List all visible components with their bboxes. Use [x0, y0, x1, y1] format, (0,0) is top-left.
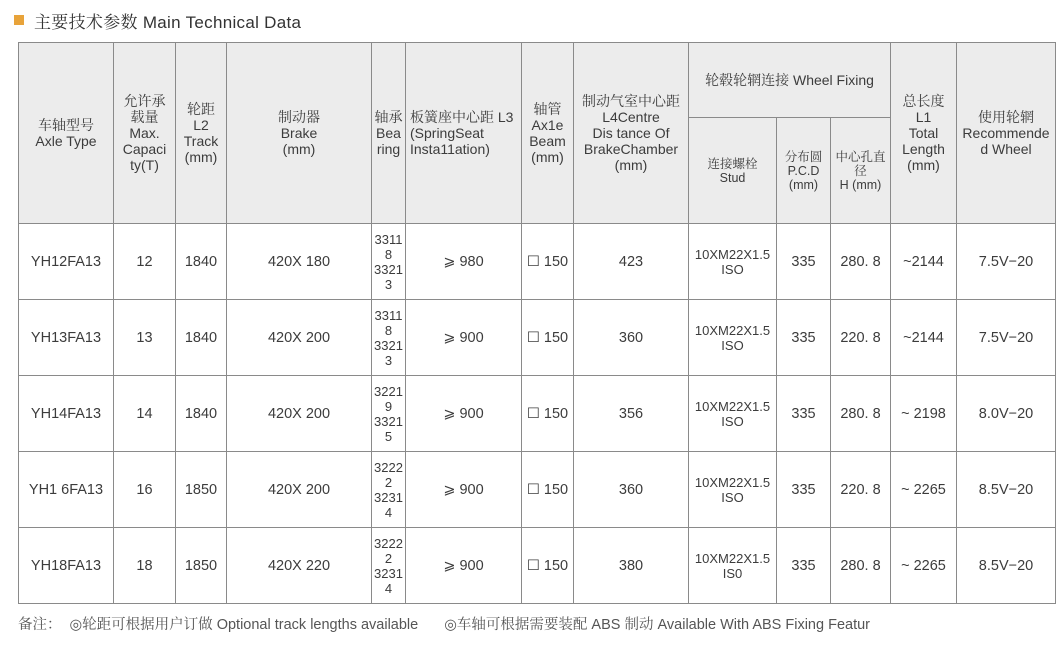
cell-total-length: ~2144 [891, 300, 957, 376]
cell-axle-beam: ☐ 150 [522, 528, 574, 604]
cell-brake-chamber: 380 [574, 528, 689, 604]
cell-brake: 420X 200 [227, 300, 372, 376]
cell-axle-beam: ☐ 150 [522, 452, 574, 528]
footnote-item-track: ◎轮距可根据用户订做 Optional track lengths available [69, 617, 419, 633]
header-spring-seat: 板簧座中心距 L3 (SpringSeat Insta11ation) [406, 43, 522, 224]
header-recommended-wheel: 使用轮辋 Recommende d Wheel [957, 43, 1056, 224]
cell-stud: 10XM22X1.5 ISO [689, 376, 777, 452]
cell-wheel: 8.5V−20 [957, 528, 1056, 604]
cell-total-length: ~ 2265 [891, 452, 957, 528]
cell-spring-seat: ⩾ 980 [406, 224, 522, 300]
cell-bearing: 32222 32314 [372, 452, 406, 528]
cell-brake: 420X 200 [227, 376, 372, 452]
cell-stud: 10XM22X1.5 IS0 [689, 528, 777, 604]
cell-track: 1840 [176, 300, 227, 376]
header-wheel-fixing: 轮毂轮辋连接 Wheel Fixing [689, 43, 891, 118]
cell-axle-type: YH13FA13 [19, 300, 114, 376]
cell-pcd: 335 [777, 376, 831, 452]
cell-wheel: 8.5V−20 [957, 452, 1056, 528]
cell-track: 1840 [176, 376, 227, 452]
table-row [19, 300, 1056, 376]
cell-brake: 420X 200 [227, 452, 372, 528]
cell-bearing: 32222 32314 [372, 528, 406, 604]
cell-center-hole: 280. 8 [831, 224, 891, 300]
header-total-length: 总长度 L1 Total Length (mm) [891, 43, 957, 224]
cell-axle-beam: ☐ 150 [522, 376, 574, 452]
cell-axle-type: YH18FA13 [19, 528, 114, 604]
cell-stud: 10XM22X1.5 ISO [689, 300, 777, 376]
section-title-bar [14, 6, 301, 34]
cell-total-length: ~2144 [891, 224, 957, 300]
header-stud: 连接螺栓 Stud [689, 118, 777, 224]
cell-capacity: 12 [114, 224, 176, 300]
header-brake-chamber: 制动气室中心距 L4Centre Dis tance Of BrakeChamber (mm) [574, 43, 689, 224]
cell-center-hole: 220. 8 [831, 452, 891, 528]
cell-pcd: 335 [777, 452, 831, 528]
cell-pcd: 335 [777, 528, 831, 604]
cell-stud: 10XM22X1.5 ISO [689, 224, 777, 300]
cell-center-hole: 220. 8 [831, 300, 891, 376]
cell-brake-chamber: 356 [574, 376, 689, 452]
cell-pcd: 335 [777, 300, 831, 376]
cell-total-length: ~ 2198 [891, 376, 957, 452]
cell-spring-seat: ⩾ 900 [406, 528, 522, 604]
header-brake: 制动器 Brake (mm) [227, 43, 372, 224]
cell-track: 1850 [176, 452, 227, 528]
cell-spring-seat: ⩾ 900 [406, 376, 522, 452]
section-title: 主要技术参数 Main Technical Data [34, 12, 302, 32]
title-marker-square [14, 15, 24, 25]
cell-spring-seat: ⩾ 900 [406, 452, 522, 528]
cell-pcd: 335 [777, 224, 831, 300]
cell-track: 1850 [176, 528, 227, 604]
header-track: 轮距 L2 Track (mm) [176, 43, 227, 224]
cell-total-length: ~ 2265 [891, 528, 957, 604]
cell-axle-type: YH14FA13 [19, 376, 114, 452]
footnote-label: 备注： [18, 617, 62, 633]
footnote-item-abs: ◎车轴可根据需要装配 ABS 制动 Available With ABS Fixing Featur [444, 617, 870, 633]
cell-brake-chamber: 360 [574, 452, 689, 528]
footnote [18, 613, 874, 634]
table-row [19, 528, 1056, 604]
cell-spring-seat: ⩾ 900 [406, 300, 522, 376]
cell-capacity: 13 [114, 300, 176, 376]
header-bearing: 轴承 Bearing [372, 43, 406, 224]
cell-bearing: 32219 33215 [372, 376, 406, 452]
header-center-hole: 中心孔直 径 H (mm) [831, 118, 891, 224]
header-axle-beam: 轴管 Ax1e Beam (mm) [522, 43, 574, 224]
table-row [19, 376, 1056, 452]
cell-wheel: 8.0V−20 [957, 376, 1056, 452]
cell-bearing: 33118 33213 [372, 224, 406, 300]
cell-center-hole: 280. 8 [831, 376, 891, 452]
cell-wheel: 7.5V−20 [957, 300, 1056, 376]
cell-axle-type: YH1 6FA13 [19, 452, 114, 528]
cell-axle-beam: ☐ 150 [522, 300, 574, 376]
technical-data-table [18, 42, 1056, 604]
table-row [19, 224, 1056, 300]
table-row [19, 452, 1056, 528]
cell-capacity: 18 [114, 528, 176, 604]
cell-brake: 420X 220 [227, 528, 372, 604]
cell-brake-chamber: 360 [574, 300, 689, 376]
cell-brake: 420X 180 [227, 224, 372, 300]
cell-wheel: 7.5V−20 [957, 224, 1056, 300]
cell-axle-type: YH12FA13 [19, 224, 114, 300]
cell-brake-chamber: 423 [574, 224, 689, 300]
header-axle-type: 车轴型号 Axle Type [19, 43, 114, 224]
cell-capacity: 14 [114, 376, 176, 452]
cell-axle-beam: ☐ 150 [522, 224, 574, 300]
cell-capacity: 16 [114, 452, 176, 528]
header-capacity: 允许承 载量 Max. Capaci ty(T) [114, 43, 176, 224]
cell-track: 1840 [176, 224, 227, 300]
cell-center-hole: 280. 8 [831, 528, 891, 604]
cell-stud: 10XM22X1.5 ISO [689, 452, 777, 528]
cell-bearing: 33118 33213 [372, 300, 406, 376]
header-pcd: 分布圆 P.C.D (mm) [777, 118, 831, 224]
